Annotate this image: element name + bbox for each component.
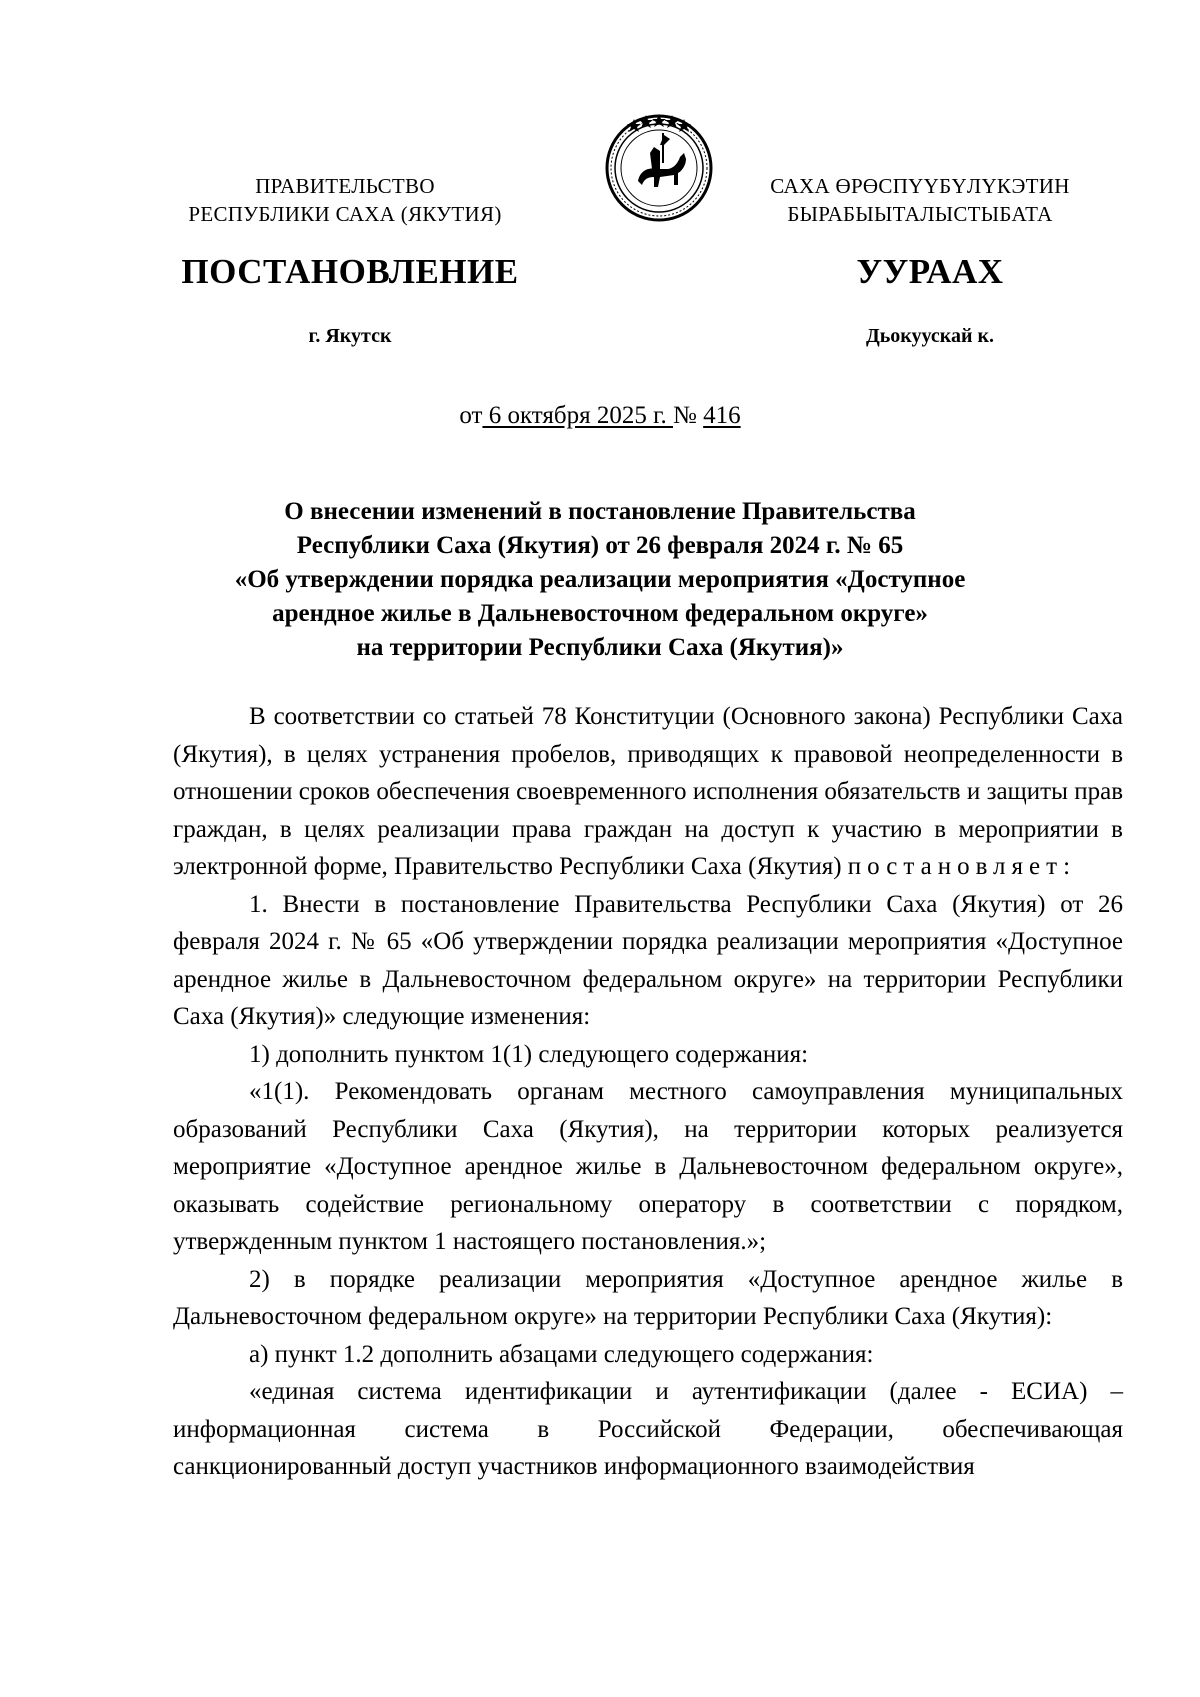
- city-ru: г. Якутск: [308, 325, 392, 347]
- decree-title: [160, 495, 1040, 665]
- body-paragraph-subitem-2: 2) в порядке реализации мероприятия «Доступное арендное жилье в Дальневосточном федеральном округе» на территории Республики Саха (Якутия):: [173, 1265, 1123, 1330]
- header-left-ru: [150, 172, 540, 228]
- title-line: «Об утверждении порядка реализации мероприятия «Доступное: [234, 566, 966, 593]
- body-paragraph-subitem-a: а) пункт 1.2 дополнить абзацами следующего содержания:: [249, 1340, 874, 1368]
- preamble-end: :: [1063, 853, 1071, 880]
- number-sign: №: [673, 402, 704, 429]
- preamble-decrees-word: постановляет: [847, 853, 1064, 880]
- title-line: арендное жилье в Дальневосточном федеральном округе»: [272, 600, 928, 627]
- doc-type-sah: УУРААХ: [856, 252, 1004, 291]
- city-sah: Дьокуускай к.: [865, 325, 995, 347]
- coat-of-arms-icon: [604, 113, 714, 223]
- decree-date: 6 октября 2025 г.: [482, 402, 674, 429]
- title-line: Республики Саха (Якутия) от 26 февраля 2024 г. № 65: [296, 532, 904, 559]
- body-paragraph-preamble: [173, 698, 1123, 886]
- decree-date-line: [0, 402, 1200, 430]
- header-left-line2: РЕСПУБЛИКИ САХА (ЯКУТИЯ): [188, 202, 502, 226]
- preamble-text: В соответствии со статьей 78 Конституции (Основного закона) Республики Саха (Якутия), в целях устранения пробелов, приводящих к правовой неопределенности в отношении сроков обеспечения своевременного исполнения обязательств и защиты прав граждан, в целях реализации права граждан на доступ к участию в мероприятии в электронной форме, Правительство Республики Саха (Якутия): [173, 703, 1123, 880]
- doc-type-ru: ПОСТАНОВЛЕНИЕ: [181, 252, 519, 291]
- header-right-line1: САХА ӨРӨСПҮҮБҮЛҮКЭТИН: [770, 174, 1070, 198]
- title-line: О внесении изменений в постановление Правительства: [284, 498, 916, 525]
- decree-body: [173, 698, 1123, 1486]
- date-prefix: от: [459, 402, 483, 429]
- body-paragraph-quote-1-1: «1(1). Рекомендовать органам местного самоуправления муниципальных образований Республики Саха (Якутия), на территории которых реализуется мероприятие «Доступное арендное жилье в Дальневосточном федеральном округе», оказывать содействие региональному оператору в соответствии с порядком, утвержденным пунктом 1 настоящего постановления.»;: [173, 1078, 1123, 1255]
- body-paragraph-esia: «единая система идентификации и аутентификации (далее - ЕСИА) – информационная система в Российской Федерации, обеспечивающая санкционированный доступ участников информационного взаимодействия: [173, 1378, 1123, 1480]
- body-paragraph-item-1: 1. Внести в постановление Правительства Республики Саха (Якутия) от 26 февраля 2024 г. № 65 «Об утверждении порядка реализации мероприятия «Доступное арендное жилье в Дальневосточном федеральном округе» на территории Республики Саха (Якутия)» следующие изменения:: [173, 890, 1123, 1030]
- decree-number: 416: [703, 402, 741, 429]
- title-line: на территории Республики Саха (Якутия)»: [356, 634, 844, 661]
- header-right-line2: БЫРАБЫЫТАЛЫСТЫБАТА: [787, 202, 1053, 226]
- header-left-line1: ПРАВИТЕЛЬСТВО: [255, 174, 435, 198]
- body-paragraph-subitem-1: 1) дополнить пунктом 1(1) следующего содержания:: [249, 1040, 809, 1068]
- header-right-sah: [730, 172, 1110, 228]
